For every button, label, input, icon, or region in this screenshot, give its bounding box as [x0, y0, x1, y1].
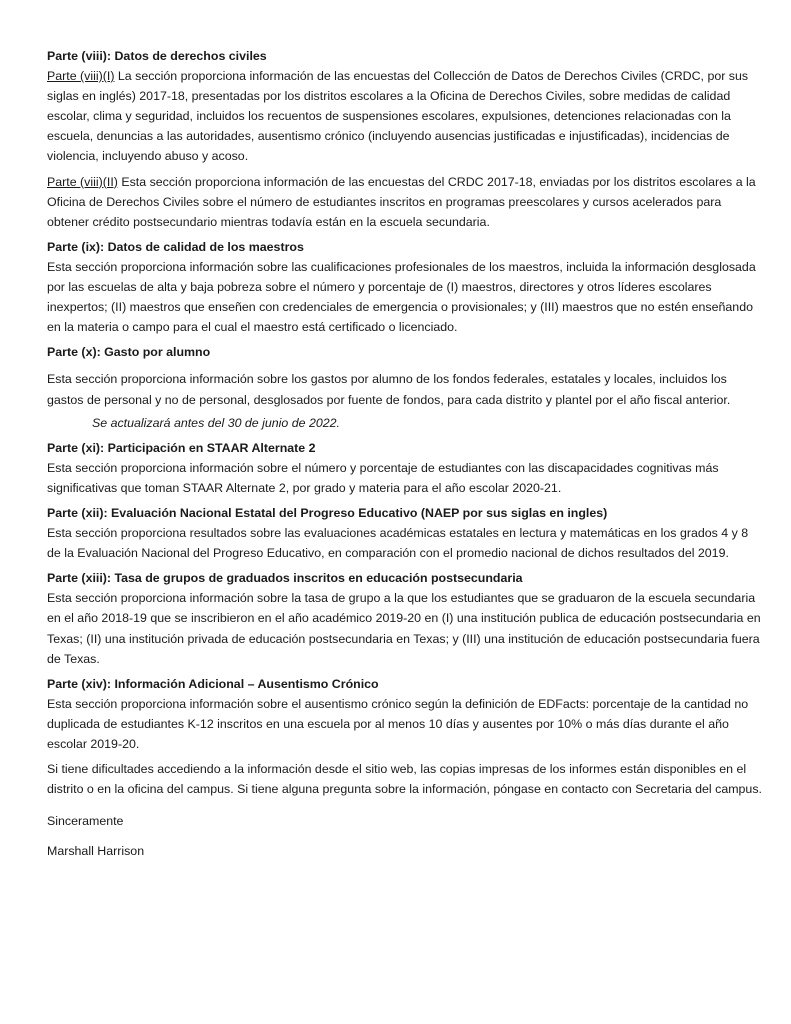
paragraph-text: Esta sección proporciona información sobre los gastos por alumno de los fondos federales, estatales y locales, incluidos los gastos de personal y no de personal, desglosados por fuente de fondos, para cada distrito y plantel por el año fiscal anterior.	[47, 372, 731, 407]
paragraph-text: Esta sección proporciona información sobre el ausentismo crónico según la definición de EDFacts: porcentaje de la cantidad no duplicada de estudiantes K-12 inscritos en una escuela por al menos 10 días y ausentes por 10% o más días durante el año escolar 2019-20.	[47, 696, 749, 751]
section-heading: Parte (x): Gasto por alumno	[47, 345, 211, 360]
paragraph	[47, 172, 762, 232]
section-heading: Parte (ix): Datos de calidad de los maestros	[47, 239, 304, 254]
paragraph-text: Esta sección proporciona información de las encuestas del CRDC 2017-18, enviadas por los distritos escolares a la Oficina de Derechos Civiles sobre el número de estudiantes inscritos en programas preescolares y cursos acelerados para obtener crédito postsecundario mientras todavía están en la escuela secundaria.	[47, 174, 756, 229]
subsection-label: Parte (viii)(I)	[47, 69, 115, 84]
subsection-label: Parte (viii)(II)	[47, 174, 118, 189]
section-heading: Parte (xiii): Tasa de grupos de graduados inscritos en educación postsecundaria	[47, 571, 523, 586]
section-xiv	[47, 674, 762, 754]
paragraph-text: La sección proporciona información de las encuestas del Collección de Datos de Derechos Civiles (CRDC, por sus siglas en inglés) 2017-18, presentadas por los distritos escolares a la Oficina de Derechos Civiles, sobre medidas de calidad escolar, clima y seguridad, incluidos los recuentos de suspensiones escolares, expulsiones, detenciones relacionadas con la escuela, denuncias a las autoridades, ausentismo crónico (incluyendo ausencias justificadas e injustificadas), incidencias de violencia, incluyendo abuso y acoso.	[47, 69, 749, 164]
document-page	[47, 46, 762, 861]
paragraph-text: Esta sección proporciona información sobre la tasa de grupo a la que los estudiantes que se graduaron de la escuela secundaria en el año 2018-19 que se inscribieron en el año académico 2019-20 en (I) una institución publica de educación postsecundaria en Texas; (II) una institución privada de educación postsecundaria en Texas; y (III) una institución de educación postsecundaria fuera de Texas.	[47, 591, 761, 666]
paragraph	[47, 66, 762, 166]
salutation: Sinceramente	[47, 814, 124, 829]
section-xi	[47, 438, 762, 498]
update-note: Se actualizará antes del 30 de junio de 2022.	[92, 415, 340, 430]
paragraph-text: Esta sección proporciona información sobre las cualificaciones profesionales de los maestros, incluida la información desglosada por las escuelas de alta y baja pobreza sobre el número y porcentaje de (I) maestros, directores y otros líderes escolares inexpertos; (II) maestros que enseñen con credenciales de emergencia o provisionales; y (III) maestros que no estén enseñando en la materia o campo para el cual el maestro está certificado o licenciado.	[47, 259, 756, 335]
section-xii	[47, 503, 762, 563]
section-x	[47, 342, 762, 432]
section-xiii	[47, 568, 762, 668]
section-heading: Parte (xiv): Información Adicional – Ausentismo Crónico	[47, 676, 379, 691]
signature: Marshall Harrison	[47, 844, 145, 859]
section-viii	[47, 46, 762, 232]
section-heading: Parte (viii): Datos de derechos civiles	[47, 49, 267, 63]
closing-paragraph: Si tiene dificultades accediendo a la información desde el sitio web, las copias impresas de los informes están disponibles en el distrito o en la oficina del campus. Si tiene alguna pregunta sobre la información, póngase en contacto con Secretaria del campus.	[47, 762, 762, 797]
paragraph-text: Esta sección proporciona resultados sobre las evaluaciones académicas estatales en lectura y matemáticas en los grados 4 y 8 de la Evaluación Nacional del Progreso Educativo, en comparación con el promedio nacional de dichos resultados del 2019.	[47, 526, 749, 561]
section-ix	[47, 237, 762, 337]
section-heading: Parte (xi): Participación en STAAR Alternate 2	[47, 440, 316, 455]
paragraph-text: Esta sección proporciona información sobre el número y porcentaje de estudiantes con las discapacidades cognitivas más significativas que toman STAAR Alternate 2, por grado y materia para el año escolar 2020-21.	[47, 460, 719, 495]
section-heading: Parte (xii): Evaluación Nacional Estatal del Progreso Educativo (NAEP por sus siglas en ingles)	[47, 505, 608, 520]
